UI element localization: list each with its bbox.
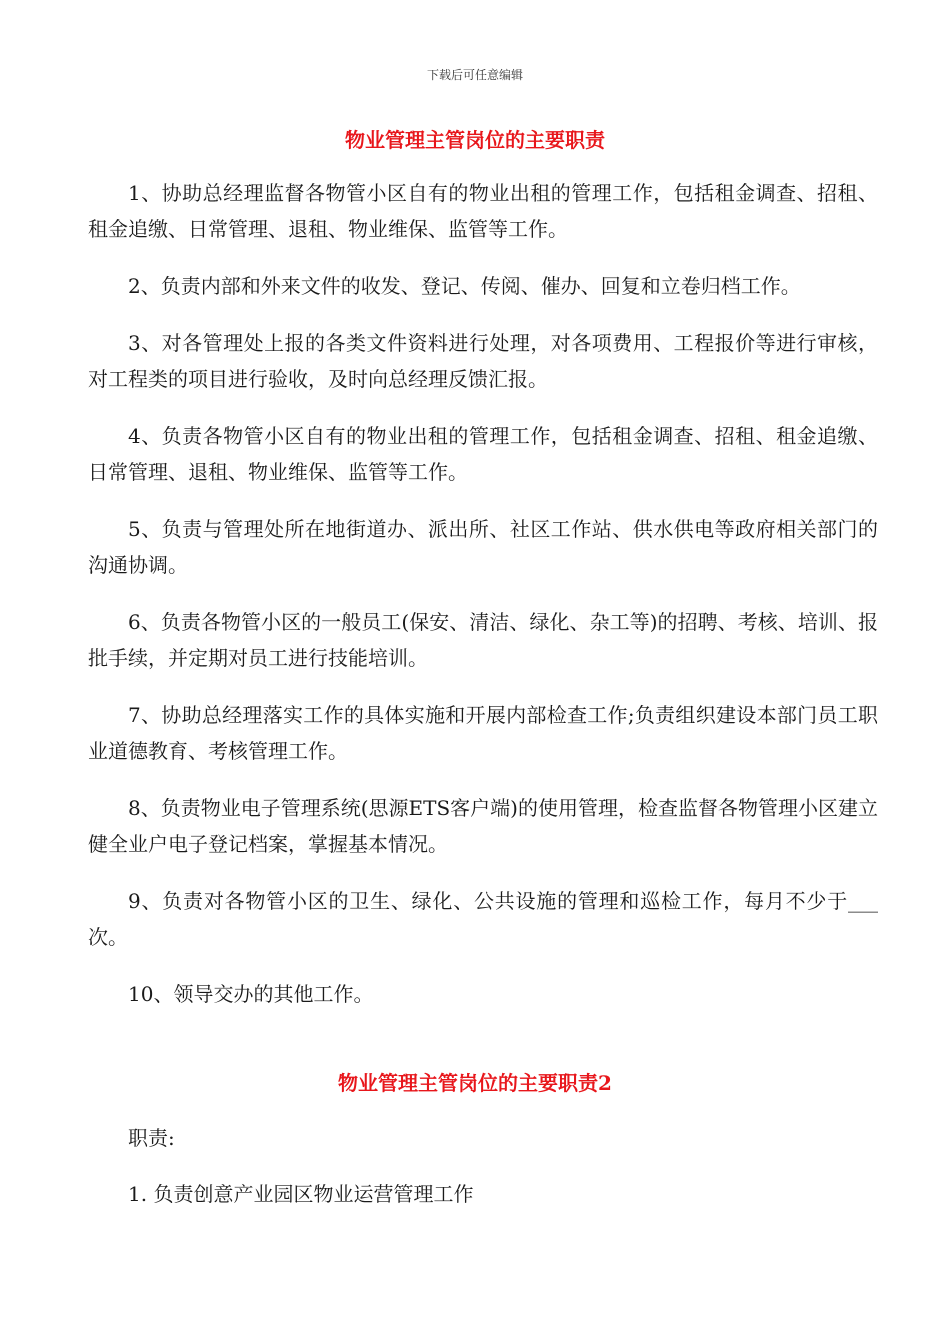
section-title-1: 物业管理主管岗位的主要职责: [345, 128, 605, 152]
duty-item-10: 10、领导交办的其他工作。: [128, 982, 374, 1006]
duty-item-3: 3、对各管理处上报的各类文件资料进行处理，对各项费用、工程报价等进行审核，对工程类的项目进行验收，及时向总经理反馈汇报。: [88, 331, 878, 391]
duties-label: 职责:: [128, 1126, 175, 1150]
duty-item-1: 1、协助总经理监督各物管小区自有的物业出租的管理工作，包括租金调查、招租、租金追缴、日常管理、退租、物业维保、监管等工作。: [88, 181, 878, 241]
duty-item-2-1: 1. 负责创意产业园区物业运营管理工作: [128, 1182, 474, 1206]
duty-item-6: 6、负责各物管小区的一般员工(保安、清洁、绿化、杂工等)的招聘、考核、培训、报批手续，并定期对员工进行技能培训。: [88, 610, 878, 670]
duty-item-2: 2、负责内部和外来文件的收发、登记、传阅、催办、回复和立卷归档工作。: [128, 274, 801, 298]
duty-item-8: 8、负责物业电子管理系统(思源ETS客户端)的使用管理，检查监督各物管理小区建立健全业户电子登记档案，掌握基本情况。: [88, 796, 878, 856]
duty-item-7: 7、协助总经理落实工作的具体实施和开展内部检查工作;负责组织建设本部门员工职业道德教育、考核管理工作。: [88, 703, 878, 763]
duty-item-9: 9、负责对各物管小区的卫生、绿化、公共设施的管理和巡检工作，每月不少于___次。: [88, 889, 878, 949]
duty-item-4: 4、负责各物管小区自有的物业出租的管理工作，包括租金调查、招租、租金追缴、日常管理、退租、物业维保、监管等工作。: [88, 424, 878, 484]
duty-item-5: 5、负责与管理处所在地街道办、派出所、社区工作站、供水供电等政府相关部门的沟通协调。: [88, 517, 878, 577]
page-header-note: 下载后可任意编辑: [426, 68, 523, 82]
section-2-body: [88, 1120, 878, 1232]
section-1-body: [88, 175, 878, 1033]
section-title-2: 物业管理主管岗位的主要职责2: [338, 1071, 612, 1095]
